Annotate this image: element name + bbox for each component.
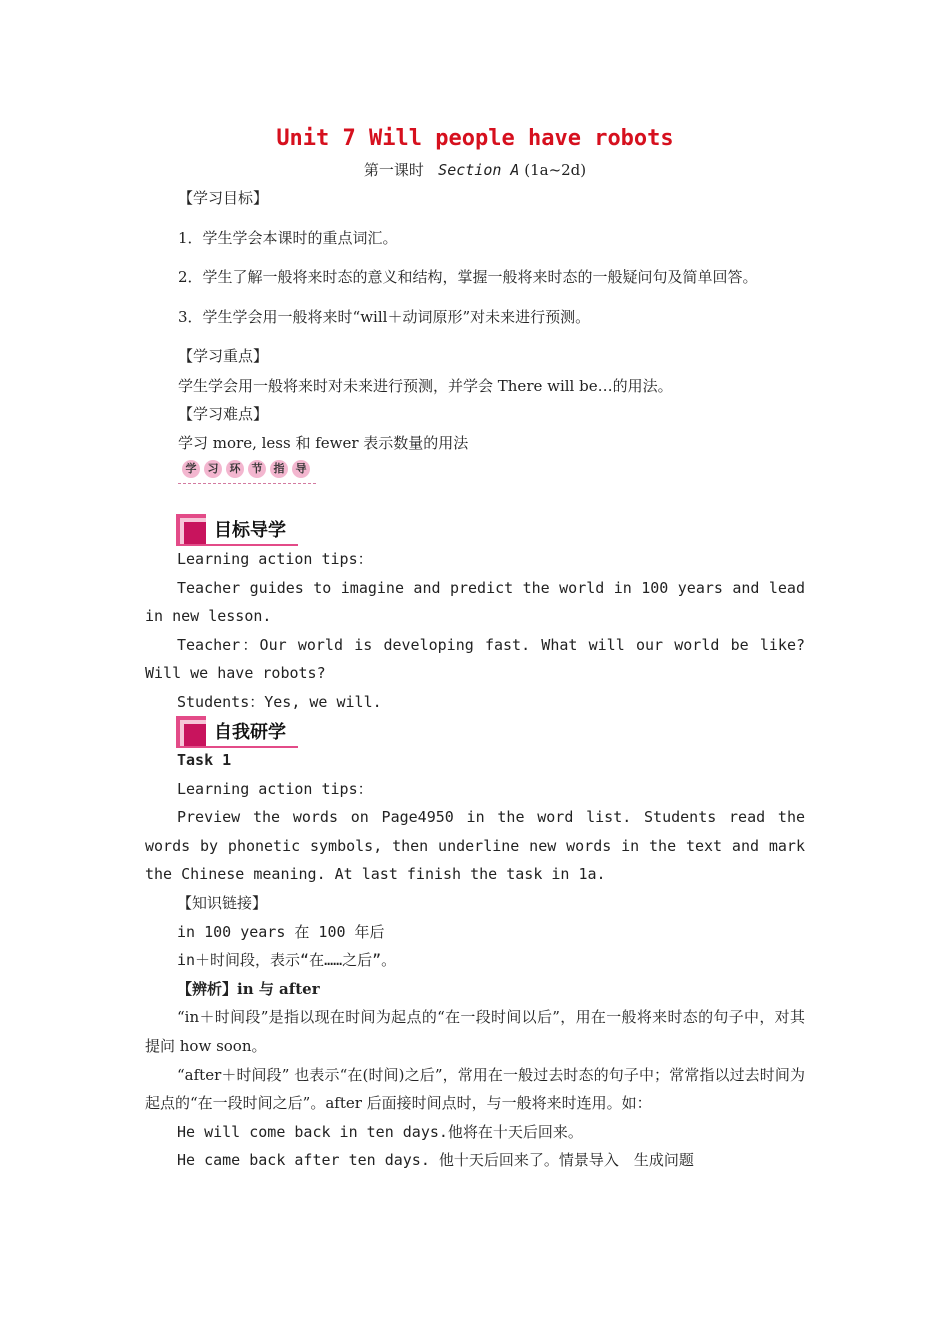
analysis-paragraph: “in＋时间段”是指以现在时间为起点的“在一段时间以后”，用在一般将来时态的句子中，对其提问 how soon。 — [145, 1008, 805, 1055]
guide-char: 习 — [204, 460, 222, 478]
difficulty-header: 【学习难点】 — [178, 405, 269, 423]
example-line: He came back after ten days. 他十天后回来了。情景导入 生成问题 — [177, 1151, 694, 1170]
objective-item: 1．学生学会本课时的重点词汇。 — [178, 229, 398, 247]
section1-body — [145, 545, 805, 717]
paragraph: Students：Yes, we will. — [177, 692, 382, 711]
section-range: (1a~2d) — [524, 161, 587, 179]
section-heading-label: 自我研学 — [214, 722, 286, 743]
page-title: Unit 7 Will people have robots — [276, 126, 674, 151]
paragraph: Teacher：Our world is developing fast. What will our world be like? Will we have robots? — [145, 635, 805, 683]
section-heading-label: 目标导学 — [214, 520, 286, 541]
guide-char: 环 — [226, 460, 244, 478]
guide-chars — [182, 460, 310, 478]
section-heading-ziwo — [176, 716, 316, 742]
analysis-paragraph: “after＋时间段” 也表示“在(时间)之后”，常用在一般过去时态的句子中；常常指以过去时间为起点的“在一段时间之后”。after 后面接时间点时，与一般将来时连用。如： — [145, 1065, 805, 1113]
guide-char: 导 — [292, 460, 310, 478]
tips-label: Learning action tips： — [177, 779, 373, 798]
task-label: Task 1 — [177, 751, 232, 769]
section-heading-mubiao — [176, 514, 316, 540]
paragraph: Teacher guides to imagine and predict the world in 100 years and lead in new lesson. — [145, 578, 805, 626]
section-label: Section A — [438, 161, 520, 179]
knowledge-header: 【知识链接】 — [177, 893, 268, 912]
objective-item: 3．学生学会用一般将来时“will＋动词原形”对未来进行预测。 — [178, 308, 591, 326]
tips-label: Learning action tips： — [177, 550, 373, 568]
section-guide-banner — [178, 458, 316, 486]
paragraph: Preview the words on Page4950 in the word list. Students read the words by phonetic symbols, then underline new words in the text and mark the Chinese meaning. At last finish the task in 1a. — [145, 808, 805, 884]
objective-item: 2．学生了解一般将来时态的意义和结构，掌握一般将来时态的一般疑问句及简单回答。 — [178, 268, 758, 286]
knowledge-line: in 100 years 在 100 年后 — [177, 922, 385, 941]
guide-char: 学 — [182, 460, 200, 478]
section2-body — [145, 746, 805, 1175]
knowledge-line: in＋时间段，表示“在……之后”。 — [177, 951, 397, 970]
guide-divider — [178, 483, 316, 484]
guide-char: 指 — [270, 460, 288, 478]
lesson-label: 第一课时 — [363, 161, 424, 179]
focus-text: 学生学会用一般将来时对未来进行预测，并学会 There will be…的用法。 — [178, 377, 673, 395]
guide-char: 节 — [248, 460, 266, 478]
analysis-header: 【辨析】in 与 after — [177, 979, 320, 998]
objectives-header: 【学习目标】 — [178, 189, 269, 207]
focus-header: 【学习重点】 — [178, 347, 269, 365]
example-line: He will come back in ten days.他将在十天后回来。 — [177, 1122, 583, 1141]
page-subtitle — [0, 159, 950, 180]
section-marker-icon — [176, 514, 206, 544]
difficulty-text: 学习 more, less 和 fewer 表示数量的用法 — [178, 434, 469, 452]
section-marker-icon — [176, 716, 206, 746]
